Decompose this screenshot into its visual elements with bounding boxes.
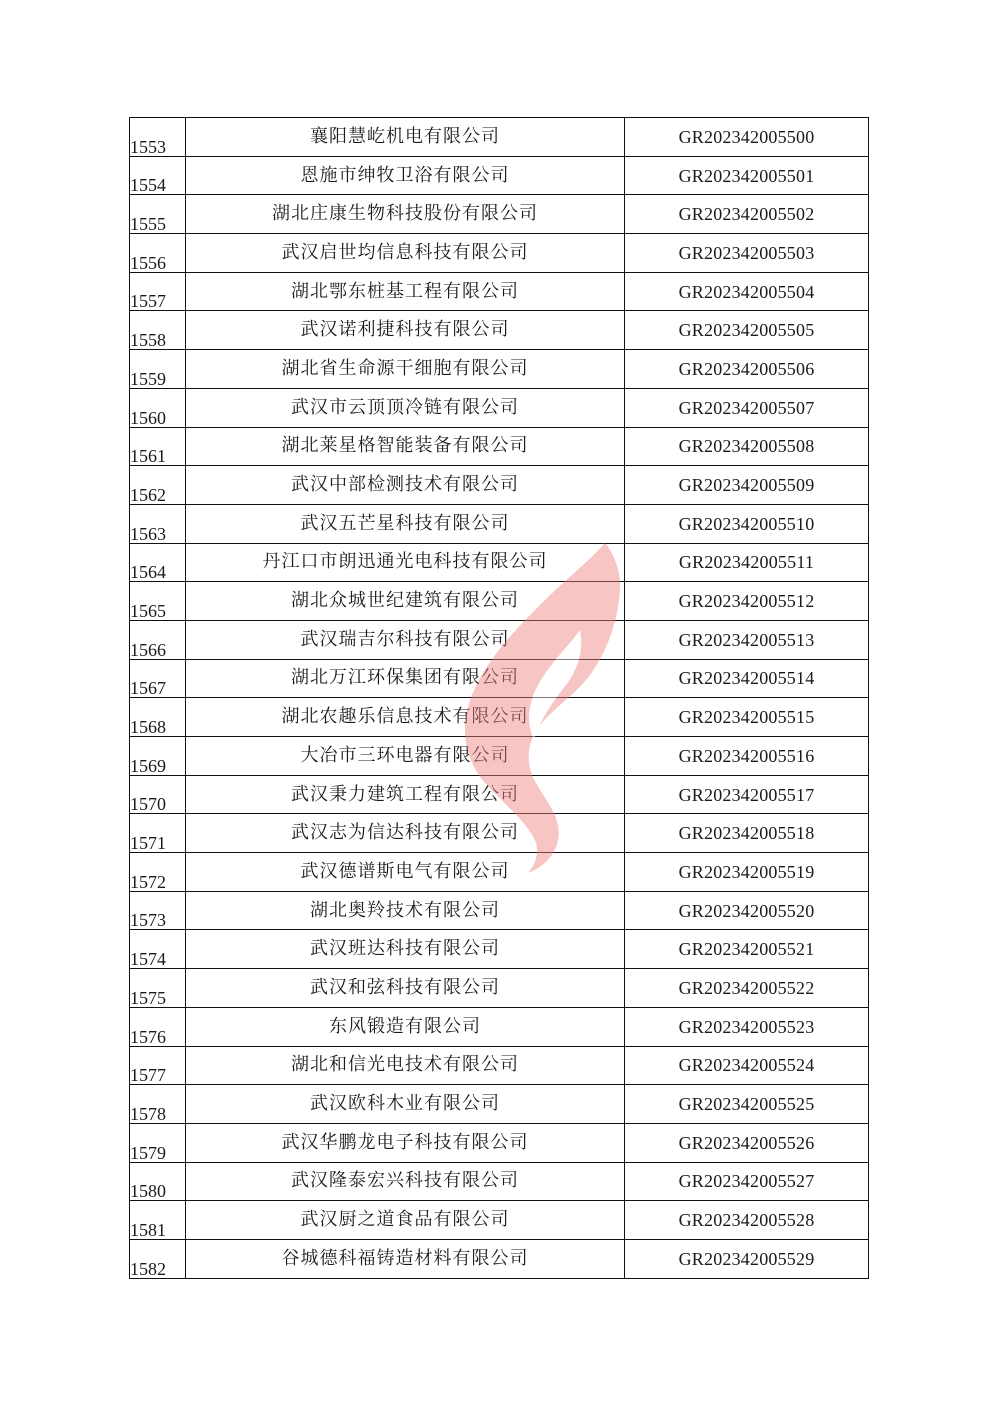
- company-name: 东风锻造有限公司: [186, 1007, 625, 1046]
- certificate-code: GR202342005506: [625, 350, 869, 389]
- table-row: [130, 620, 869, 659]
- certificate-code: GR202342005520: [625, 891, 869, 930]
- certificate-code: GR202342005512: [625, 582, 869, 621]
- table-row: [130, 1046, 869, 1085]
- certificate-code: GR202342005511: [625, 543, 869, 582]
- table-row: [130, 1162, 869, 1201]
- certificate-code: GR202342005519: [625, 853, 869, 892]
- certificate-code: GR202342005525: [625, 1085, 869, 1124]
- table-row: [130, 582, 869, 621]
- table-row: [130, 853, 869, 892]
- row-number: 1553: [130, 118, 186, 157]
- table-row: [130, 737, 869, 776]
- certificate-code: GR202342005505: [625, 311, 869, 350]
- company-name: 武汉诺利捷科技有限公司: [186, 311, 625, 350]
- company-name: 湖北众城世纪建筑有限公司: [186, 582, 625, 621]
- table-row: [130, 1085, 869, 1124]
- table-row: [130, 118, 869, 157]
- certificate-code: GR202342005522: [625, 969, 869, 1008]
- certificate-code: GR202342005529: [625, 1239, 869, 1278]
- company-name: 谷城德科福铸造材料有限公司: [186, 1239, 625, 1278]
- row-number: 1570: [130, 775, 186, 814]
- row-number: 1575: [130, 969, 186, 1008]
- table-row: [130, 814, 869, 853]
- row-number: 1566: [130, 620, 186, 659]
- certificate-code: GR202342005514: [625, 659, 869, 698]
- table-body: [130, 118, 869, 1279]
- certificate-code: GR202342005504: [625, 272, 869, 311]
- table-row: [130, 195, 869, 234]
- table-row: [130, 1239, 869, 1278]
- company-name: 丹江口市朗迅通光电科技有限公司: [186, 543, 625, 582]
- row-number: 1581: [130, 1201, 186, 1240]
- table-row: [130, 466, 869, 505]
- row-number: 1559: [130, 350, 186, 389]
- company-name: 湖北和信光电技术有限公司: [186, 1046, 625, 1085]
- row-number: 1568: [130, 698, 186, 737]
- certificate-code: GR202342005516: [625, 737, 869, 776]
- company-name: 大冶市三环电器有限公司: [186, 737, 625, 776]
- certificate-code: GR202342005507: [625, 388, 869, 427]
- company-name: 武汉志为信达科技有限公司: [186, 814, 625, 853]
- company-name: 武汉隆泰宏兴科技有限公司: [186, 1162, 625, 1201]
- certificate-code: GR202342005526: [625, 1123, 869, 1162]
- row-number: 1560: [130, 388, 186, 427]
- row-number: 1557: [130, 272, 186, 311]
- row-number: 1563: [130, 504, 186, 543]
- certificate-code: GR202342005508: [625, 427, 869, 466]
- certificate-code: GR202342005513: [625, 620, 869, 659]
- company-name: 武汉瑞吉尔科技有限公司: [186, 620, 625, 659]
- row-number: 1582: [130, 1239, 186, 1278]
- table-row: [130, 659, 869, 698]
- company-name: 武汉市云顶顶冷链有限公司: [186, 388, 625, 427]
- company-name: 武汉中部检测技术有限公司: [186, 466, 625, 505]
- company-name: 武汉欧科木业有限公司: [186, 1085, 625, 1124]
- company-name: 湖北农趣乐信息技术有限公司: [186, 698, 625, 737]
- company-name: 武汉厨之道食品有限公司: [186, 1201, 625, 1240]
- table-row: [130, 350, 869, 389]
- table-row: [130, 234, 869, 273]
- table-row: [130, 1123, 869, 1162]
- company-name: 武汉班达科技有限公司: [186, 930, 625, 969]
- certificate-code: GR202342005527: [625, 1162, 869, 1201]
- company-name: 恩施市绅牧卫浴有限公司: [186, 156, 625, 195]
- certificate-code: GR202342005528: [625, 1201, 869, 1240]
- certificate-code: GR202342005517: [625, 775, 869, 814]
- row-number: 1571: [130, 814, 186, 853]
- company-name: 湖北万江环保集团有限公司: [186, 659, 625, 698]
- row-number: 1555: [130, 195, 186, 234]
- certificate-code: GR202342005509: [625, 466, 869, 505]
- row-number: 1564: [130, 543, 186, 582]
- row-number: 1577: [130, 1046, 186, 1085]
- company-name: 武汉启世均信息科技有限公司: [186, 234, 625, 273]
- certificate-code: GR202342005500: [625, 118, 869, 157]
- table-row: [130, 969, 869, 1008]
- company-name: 湖北莱星格智能装备有限公司: [186, 427, 625, 466]
- certificate-code: GR202342005521: [625, 930, 869, 969]
- row-number: 1562: [130, 466, 186, 505]
- row-number: 1578: [130, 1085, 186, 1124]
- table-row: [130, 543, 869, 582]
- row-number: 1558: [130, 311, 186, 350]
- company-name: 湖北庄康生物科技股份有限公司: [186, 195, 625, 234]
- company-name: 武汉和弦科技有限公司: [186, 969, 625, 1008]
- company-name: 武汉华鹏龙电子科技有限公司: [186, 1123, 625, 1162]
- table-row: [130, 156, 869, 195]
- enterprise-table: [129, 117, 869, 1279]
- table-row: [130, 775, 869, 814]
- table-row: [130, 427, 869, 466]
- company-name: 湖北鄂东桩基工程有限公司: [186, 272, 625, 311]
- row-number: 1556: [130, 234, 186, 273]
- company-name: 武汉德谱斯电气有限公司: [186, 853, 625, 892]
- row-number: 1574: [130, 930, 186, 969]
- row-number: 1569: [130, 737, 186, 776]
- row-number: 1567: [130, 659, 186, 698]
- table-row: [130, 504, 869, 543]
- row-number: 1565: [130, 582, 186, 621]
- certificate-code: GR202342005501: [625, 156, 869, 195]
- row-number: 1561: [130, 427, 186, 466]
- row-number: 1573: [130, 891, 186, 930]
- company-name: 襄阳慧屹机电有限公司: [186, 118, 625, 157]
- table-row: [130, 930, 869, 969]
- certificate-code: GR202342005510: [625, 504, 869, 543]
- row-number: 1554: [130, 156, 186, 195]
- certificate-code: GR202342005515: [625, 698, 869, 737]
- company-name: 湖北奥羚技术有限公司: [186, 891, 625, 930]
- row-number: 1579: [130, 1123, 186, 1162]
- table-row: [130, 891, 869, 930]
- table-row: [130, 388, 869, 427]
- row-number: 1572: [130, 853, 186, 892]
- row-number: 1576: [130, 1007, 186, 1046]
- company-name: 湖北省生命源干细胞有限公司: [186, 350, 625, 389]
- table-row: [130, 1201, 869, 1240]
- company-name: 武汉五芒星科技有限公司: [186, 504, 625, 543]
- certificate-code: GR202342005503: [625, 234, 869, 273]
- row-number: 1580: [130, 1162, 186, 1201]
- company-name: 武汉秉力建筑工程有限公司: [186, 775, 625, 814]
- certificate-code: GR202342005524: [625, 1046, 869, 1085]
- certificate-code: GR202342005502: [625, 195, 869, 234]
- certificate-code: GR202342005518: [625, 814, 869, 853]
- table-row: [130, 698, 869, 737]
- certificate-code: GR202342005523: [625, 1007, 869, 1046]
- table-row: [130, 311, 869, 350]
- table-row: [130, 272, 869, 311]
- table-row: [130, 1007, 869, 1046]
